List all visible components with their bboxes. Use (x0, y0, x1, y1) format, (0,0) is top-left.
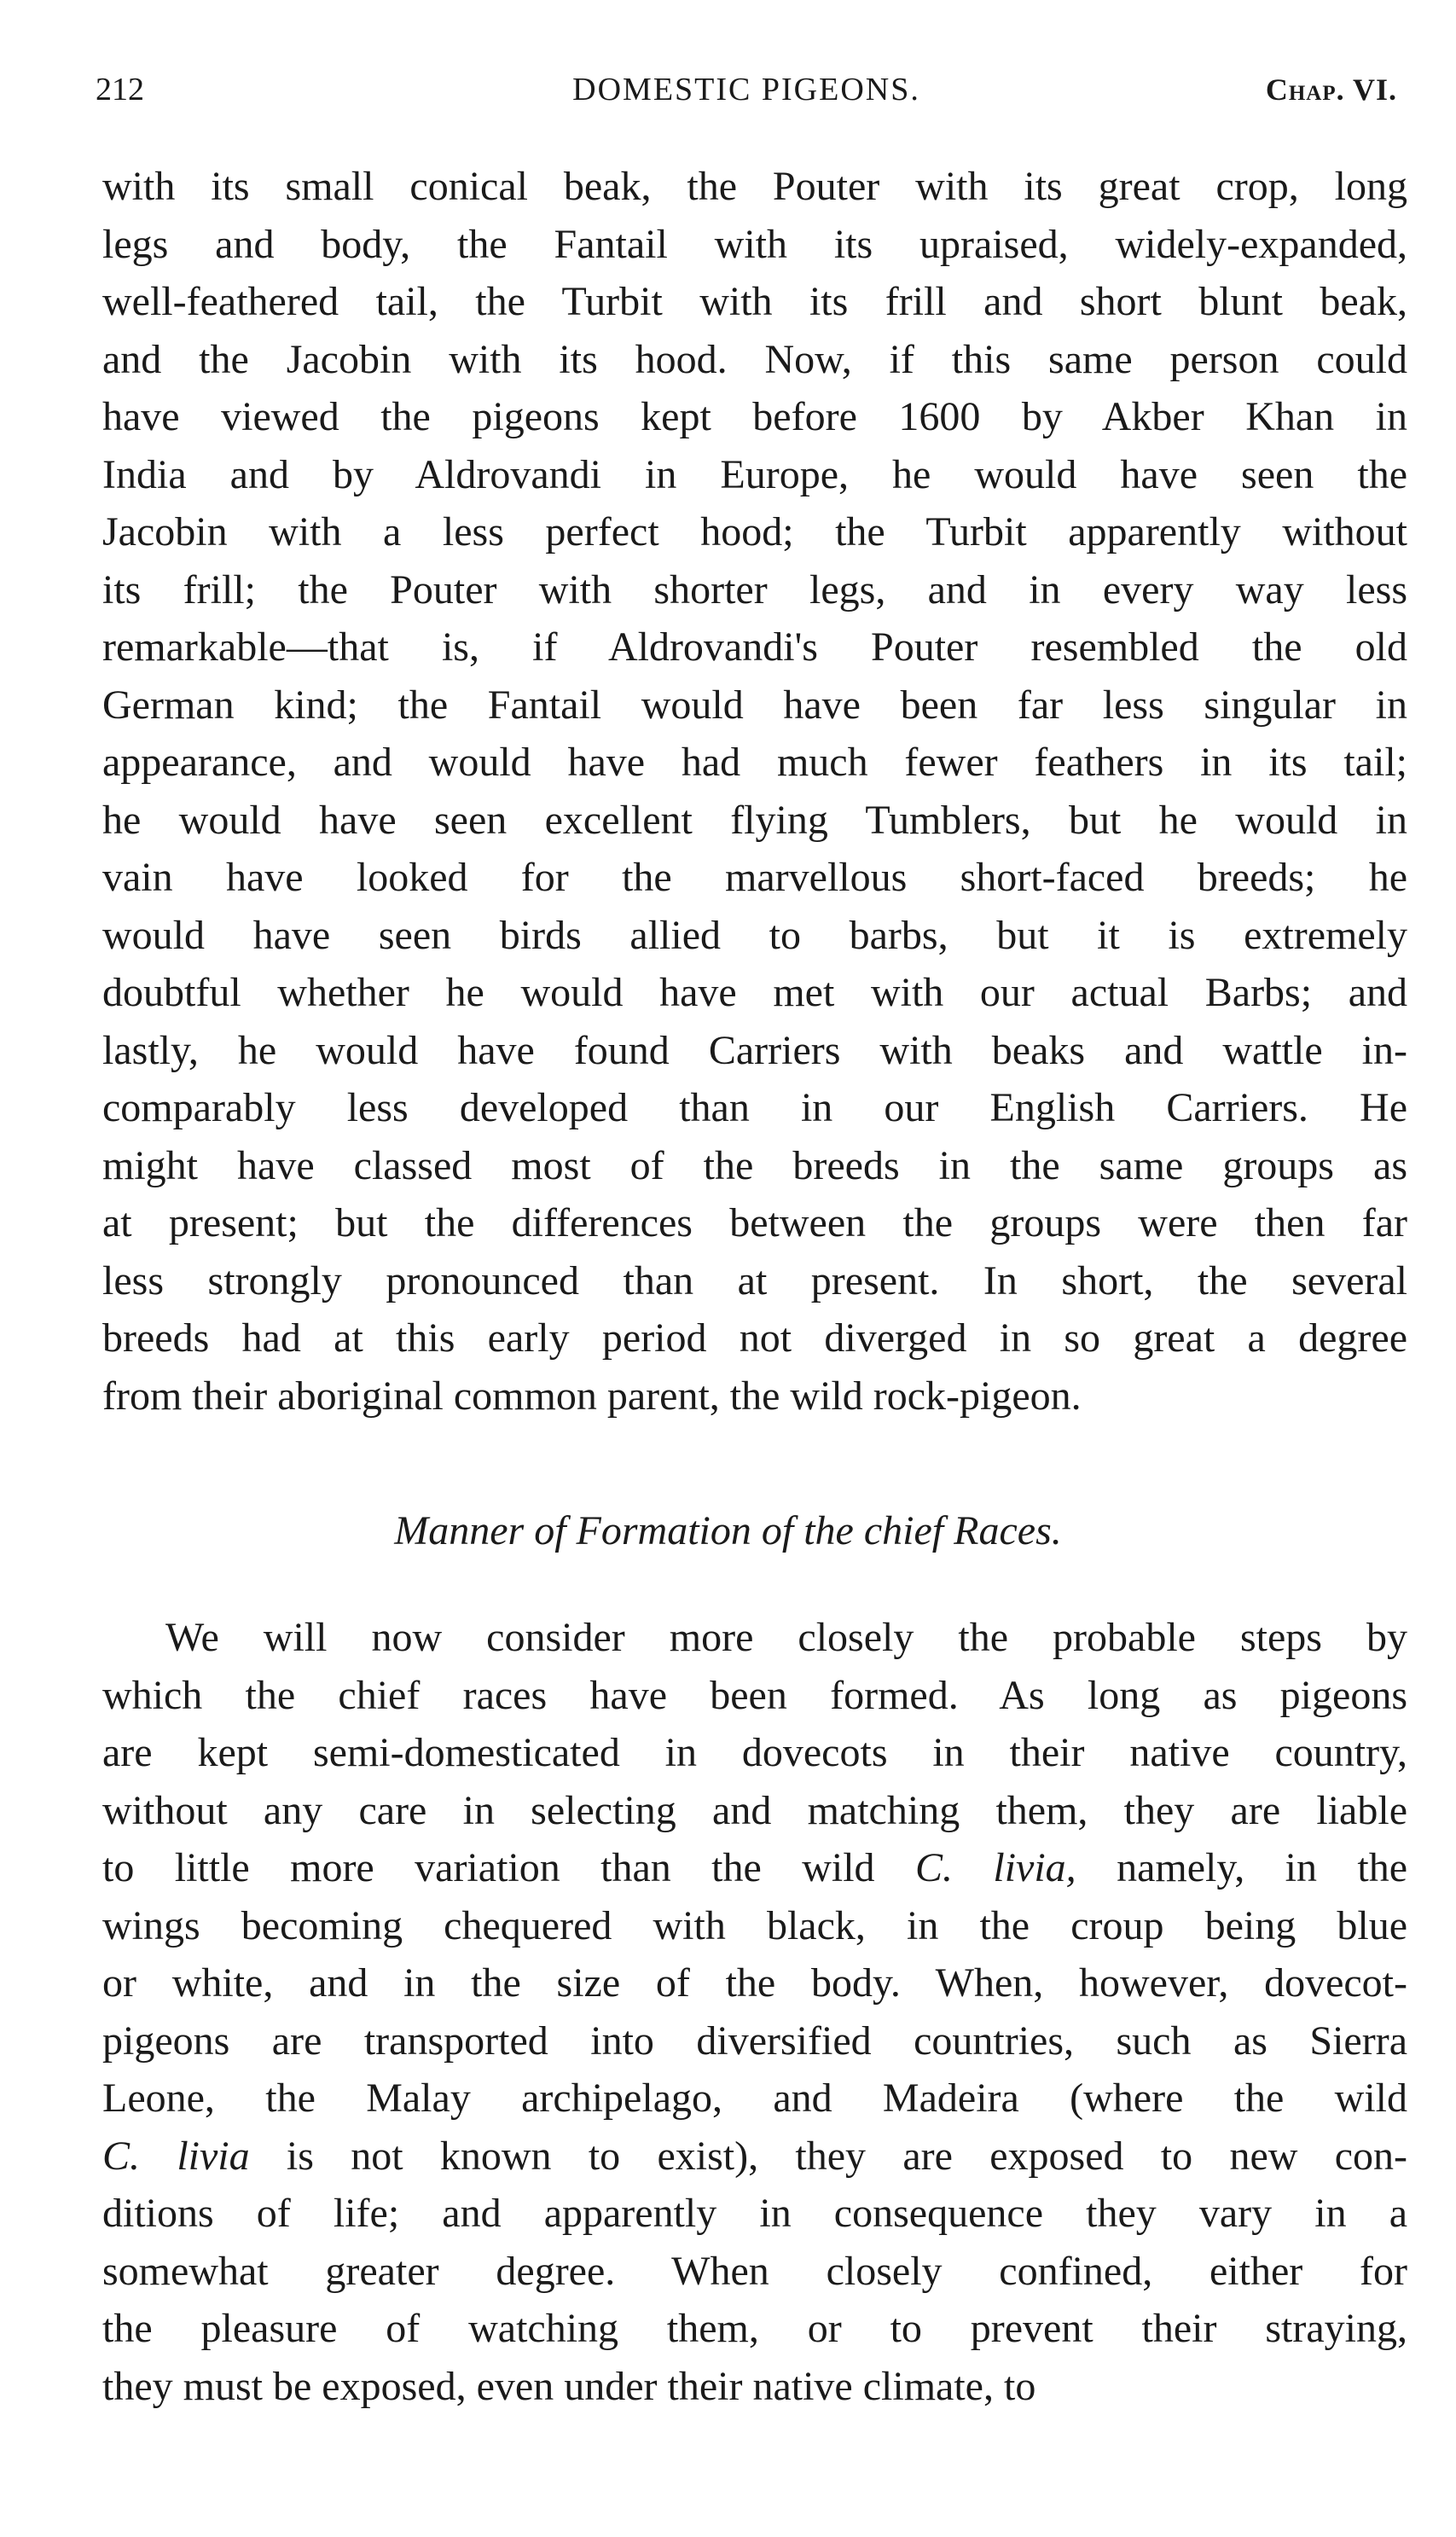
text-line: with its small conical beak, the Pouter with its great crop, long (102, 164, 1407, 209)
text-line: German kind; the Fantail would have been far less singular in (102, 682, 1407, 728)
running-title: DOMESTIC PIGEONS. (572, 72, 920, 107)
text-line: vain have looked for the marvellous short-faced breeds; he (102, 855, 1407, 900)
text-line: lastly, he would have found Carriers with beaks and wattle in- (102, 1027, 1407, 1073)
paragraph-2 (102, 1609, 1407, 2415)
text-line: at present; but the differences between the groups were then far (102, 1200, 1407, 1245)
text-line: comparably less developed than in our English Carriers. He (102, 1085, 1407, 1130)
section-heading: Manner of Formation of the chief Races. (394, 1508, 1062, 1553)
text-line: somewhat greater degree. When closely confined, either for (102, 2248, 1407, 2294)
text-line: We will now consider more closely the probable steps by (165, 1615, 1407, 1660)
text-line: Jacobin with a less perfect hood; the Turbit apparently without (102, 509, 1407, 554)
text-run: is not known to exist), they are exposed to new con- (249, 2133, 1407, 2179)
chapter-label: Chap. VI. (1265, 73, 1397, 107)
text-line: pigeons are transported into diversified countries, such as Sierra (102, 2017, 1407, 2064)
text-line: without any care in selecting and matching them, they are liable (102, 1787, 1407, 1833)
text-line: appearance, and would have had much fewer feathers in its tail; (102, 740, 1407, 785)
text-line: from their aboriginal common parent, the wild rock-pigeon. (102, 1373, 1082, 1419)
text-line: its frill; the Pouter with shorter legs, and in every way less (102, 566, 1407, 612)
text-line: are kept semi-domesticated in dovecots in their native country, (102, 1730, 1407, 1775)
text-line: and the Jacobin with its hood. Now, if this same person could (102, 336, 1407, 382)
text-line: might have classed most of the breeds in the same groups as (102, 1142, 1407, 1188)
text-line (102, 1839, 1407, 1897)
paragraph-1 (102, 158, 1407, 1425)
italic-species-name: C. livia, (914, 1845, 1076, 1890)
text-line: legs and body, the Fantail with its upraised, widely-expanded, (102, 221, 1407, 267)
text-run: namely, in the (1076, 1845, 1408, 1890)
text-run: to little more variation than the wild (102, 1845, 915, 1890)
page-header (96, 60, 1397, 119)
paragraph-2-text (102, 1609, 1407, 2415)
text-line: or white, and in the size of the body. When, however, dovecot- (102, 1960, 1407, 2006)
text-line: ditions of life; and apparently in consequence they vary in a (102, 2191, 1407, 2236)
text-line: well-feathered tail, the Turbit with its frill and short blunt beak, (102, 279, 1407, 324)
paragraph-1-text (102, 158, 1407, 1425)
text-line: would have seen birds allied to barbs, but it is extremely (102, 912, 1407, 958)
text-line: India and by Aldrovandi in Europe, he would have seen the (102, 451, 1407, 497)
text-line: breeds had at this early period not diverged in so great a degree (102, 1315, 1407, 1361)
text-line: Leone, the Malay archipelago, and Madeira (where the wild (102, 2075, 1407, 2121)
page-number: 212 (96, 72, 144, 107)
text-line: have viewed the pigeons kept before 1600 by Akber Khan in (102, 394, 1407, 439)
text-line: doubtful whether he would have met with our actual Barbs; and (102, 970, 1407, 1015)
text-line (102, 2128, 1407, 2186)
italic-species-name: C. livia (102, 2133, 250, 2179)
text-line: less strongly pronounced than at present. In short, the several (102, 1257, 1407, 1303)
text-line: they must be exposed, even under their native climate, to (102, 2363, 1036, 2409)
text-line: the pleasure of watching them, or to prevent their straying, (102, 2306, 1407, 2351)
text-line: which the chief races have been formed. As long as pigeons (102, 1672, 1407, 1718)
text-line: remarkable—that is, if Aldrovandi's Pouter resembled the old (102, 624, 1407, 670)
text-line: he would have seen excellent flying Tumblers, but he would in (102, 797, 1407, 843)
text-line: wings becoming chequered with black, in the croup being blue (102, 1902, 1407, 1948)
